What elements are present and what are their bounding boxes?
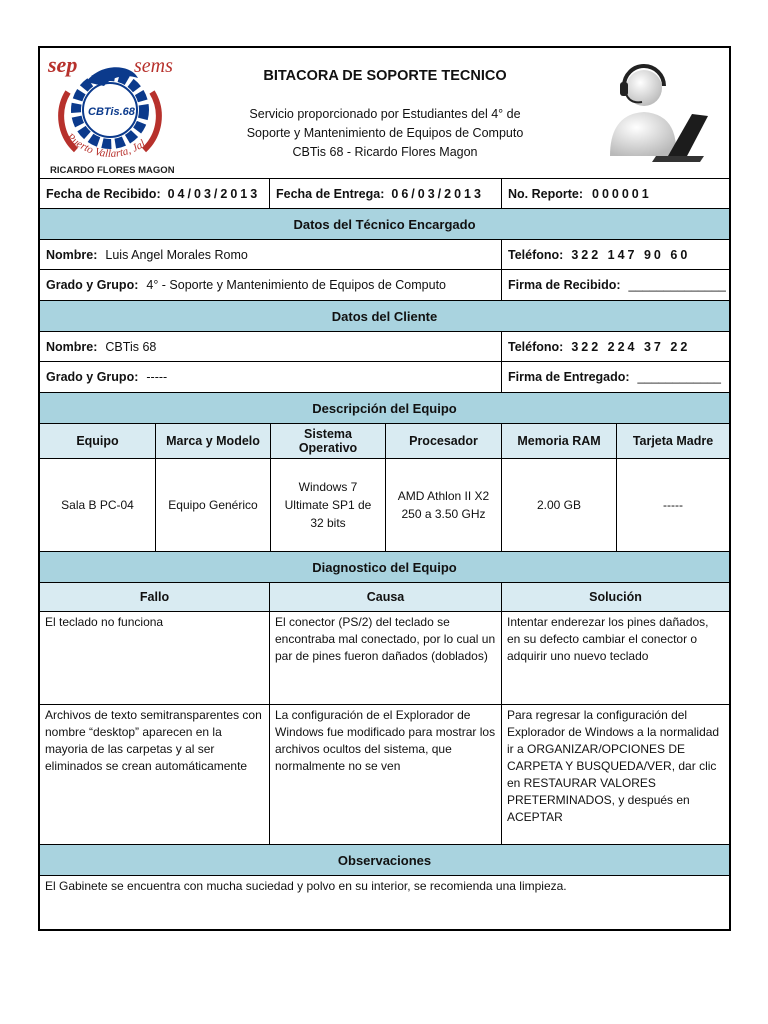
diagnostico-fallo-1: El teclado no funciona bbox=[45, 615, 164, 629]
no-reporte-label: No. Reporte: bbox=[508, 186, 583, 201]
tecnico-nombre-row bbox=[40, 240, 729, 270]
dates-row bbox=[40, 179, 729, 209]
cliente-telefono-label: Teléfono: bbox=[508, 339, 564, 354]
equipo-value-ram: 2.00 GB bbox=[501, 459, 616, 551]
diagnostico-solucion-1: Intentar enderezar los pines dañados, en su defecto cambiar el conector o adquirir uno nuevo teclado bbox=[501, 612, 729, 704]
tecnico-grado-value: 4° - Soporte y Mantenimiento de Equipos de Computo bbox=[146, 278, 446, 292]
diagnostico-row-1 bbox=[40, 612, 729, 705]
firma-recibido-line: ______________ bbox=[628, 278, 726, 292]
section-cliente-header: Datos del Cliente bbox=[40, 301, 729, 332]
diagnostico-header-solucion: Solución bbox=[501, 583, 729, 611]
document-title: BITACORA DE SOPORTE TECNICO bbox=[263, 68, 507, 84]
header-row bbox=[40, 48, 729, 179]
cliente-grado-value: ----- bbox=[146, 370, 168, 384]
firma-recibido-label: Firma de Recibido: bbox=[508, 278, 621, 292]
equipo-value-marca: Equipo Genérico bbox=[155, 459, 270, 551]
observaciones-row bbox=[40, 876, 729, 929]
equipo-value-tarjeta: ----- bbox=[616, 459, 729, 551]
equipo-values-row bbox=[40, 459, 729, 552]
diagnostico-row-2 bbox=[40, 705, 729, 845]
cliente-telefono-value: 322 224 37 22 bbox=[571, 339, 691, 354]
no-reporte-value: 000001 bbox=[592, 186, 652, 201]
equipo-header-marca: Marca y Modelo bbox=[155, 424, 270, 458]
technician-with-headset-and-laptop-icon bbox=[596, 56, 716, 172]
subtitle-line-1: Servicio proporcionado por Estudiantes del 4° de bbox=[249, 107, 521, 121]
diagnostico-headers-row bbox=[40, 583, 729, 612]
equipo-value-procesador: AMD Athlon II X2 250 a 3.50 GHz bbox=[385, 459, 501, 551]
logo-sems-text: sems bbox=[134, 55, 173, 77]
equipo-header-ram: Memoria RAM bbox=[501, 424, 616, 458]
subtitle-line-2: Soporte y Mantenimiento de Equipos de Computo bbox=[246, 126, 524, 140]
diagnostico-header-causa: Causa bbox=[269, 583, 501, 611]
logo-sep-text: sep bbox=[48, 52, 78, 77]
diagnostico-solucion-2: Para regresar la configuración del Explorador de Windows a la normalidad ir a ORGANIZAR/OPCIONES DE CARPETA Y BUSQUEDA/VER, dar clic en RESTAURAR VALORES PRETERMINADOS, y después en ACEPTAR bbox=[501, 705, 729, 844]
cliente-nombre-label: Nombre: bbox=[46, 339, 98, 354]
support-log-sheet bbox=[38, 46, 731, 931]
equipo-header-equipo: Equipo bbox=[76, 434, 119, 448]
cbtis-logo bbox=[46, 52, 176, 176]
subtitle-line-3: CBTis 68 - Ricardo Flores Magon bbox=[292, 145, 478, 159]
section-diagnostico-header: Diagnostico del Equipo bbox=[40, 552, 729, 583]
fecha-recibido-label: Fecha de Recibido: bbox=[46, 186, 161, 201]
observaciones-text: El Gabinete se encuentra con mucha suciedad y polvo en su interior, se recomienda una limpieza. bbox=[45, 879, 567, 893]
tecnico-grado-row bbox=[40, 270, 729, 301]
diagnostico-causa-2: La configuración de el Explorador de Windows fue modificado para mostrar los archivos ocultos del sistema, que normalmente no se ven bbox=[269, 705, 501, 844]
cliente-nombre-value: CBTis 68 bbox=[105, 339, 157, 354]
equipo-header-procesador: Procesador bbox=[385, 424, 501, 458]
logo-bottom-text: RICARDO FLORES MAGON bbox=[50, 165, 175, 176]
equipo-value-equipo: Sala B PC-04 bbox=[61, 498, 134, 512]
cliente-nombre-row bbox=[40, 332, 729, 362]
equipo-value-so: Windows 7 Ultimate SP1 de 32 bits bbox=[270, 459, 385, 551]
equipo-header-tarjeta: Tarjeta Madre bbox=[616, 424, 729, 458]
fecha-recibido-value: 04/03/2013 bbox=[167, 186, 261, 201]
diagnostico-fallo-2: Archivos de texto semitransparentes con nombre “desktop” aparecen en la mayoria de las carpetas y al ser eliminados se crean automáticamente bbox=[45, 708, 262, 773]
section-equipo-header: Descripción del Equipo bbox=[40, 393, 729, 424]
fecha-entrega-label: Fecha de Entrega: bbox=[276, 186, 385, 201]
diagnostico-causa-1: El conector (PS/2) del teclado se encontraba mal conectado, por lo cual un par de pines fueron dañados (doblados) bbox=[269, 612, 501, 704]
section-observaciones-header: Observaciones bbox=[40, 845, 729, 876]
logo-arc-text: Puerto Vallarta, Jal. bbox=[64, 131, 150, 161]
diagnostico-header-fallo: Fallo bbox=[139, 590, 170, 604]
firma-entregado-line: ____________ bbox=[637, 370, 721, 384]
equipo-headers-row bbox=[40, 424, 729, 459]
logo-center-text: CBTis.68 bbox=[88, 106, 135, 118]
tecnico-nombre-value: Luis Angel Morales Romo bbox=[105, 247, 248, 262]
section-tecnico-header: Datos del Técnico Encargado bbox=[40, 209, 729, 240]
firma-entregado-label: Firma de Entregado: bbox=[508, 370, 630, 384]
cliente-grado-row bbox=[40, 362, 729, 393]
equipo-header-so: Sistema Operativo bbox=[270, 424, 385, 458]
tecnico-telefono-value: 322 147 90 60 bbox=[571, 247, 691, 262]
cliente-grado-label: Grado y Grupo: bbox=[46, 370, 139, 384]
tecnico-telefono-label: Teléfono: bbox=[508, 247, 564, 262]
tecnico-grado-label: Grado y Grupo: bbox=[46, 278, 139, 292]
tecnico-nombre-label: Nombre: bbox=[46, 247, 98, 262]
fecha-entrega-value: 06/03/2013 bbox=[391, 186, 484, 201]
